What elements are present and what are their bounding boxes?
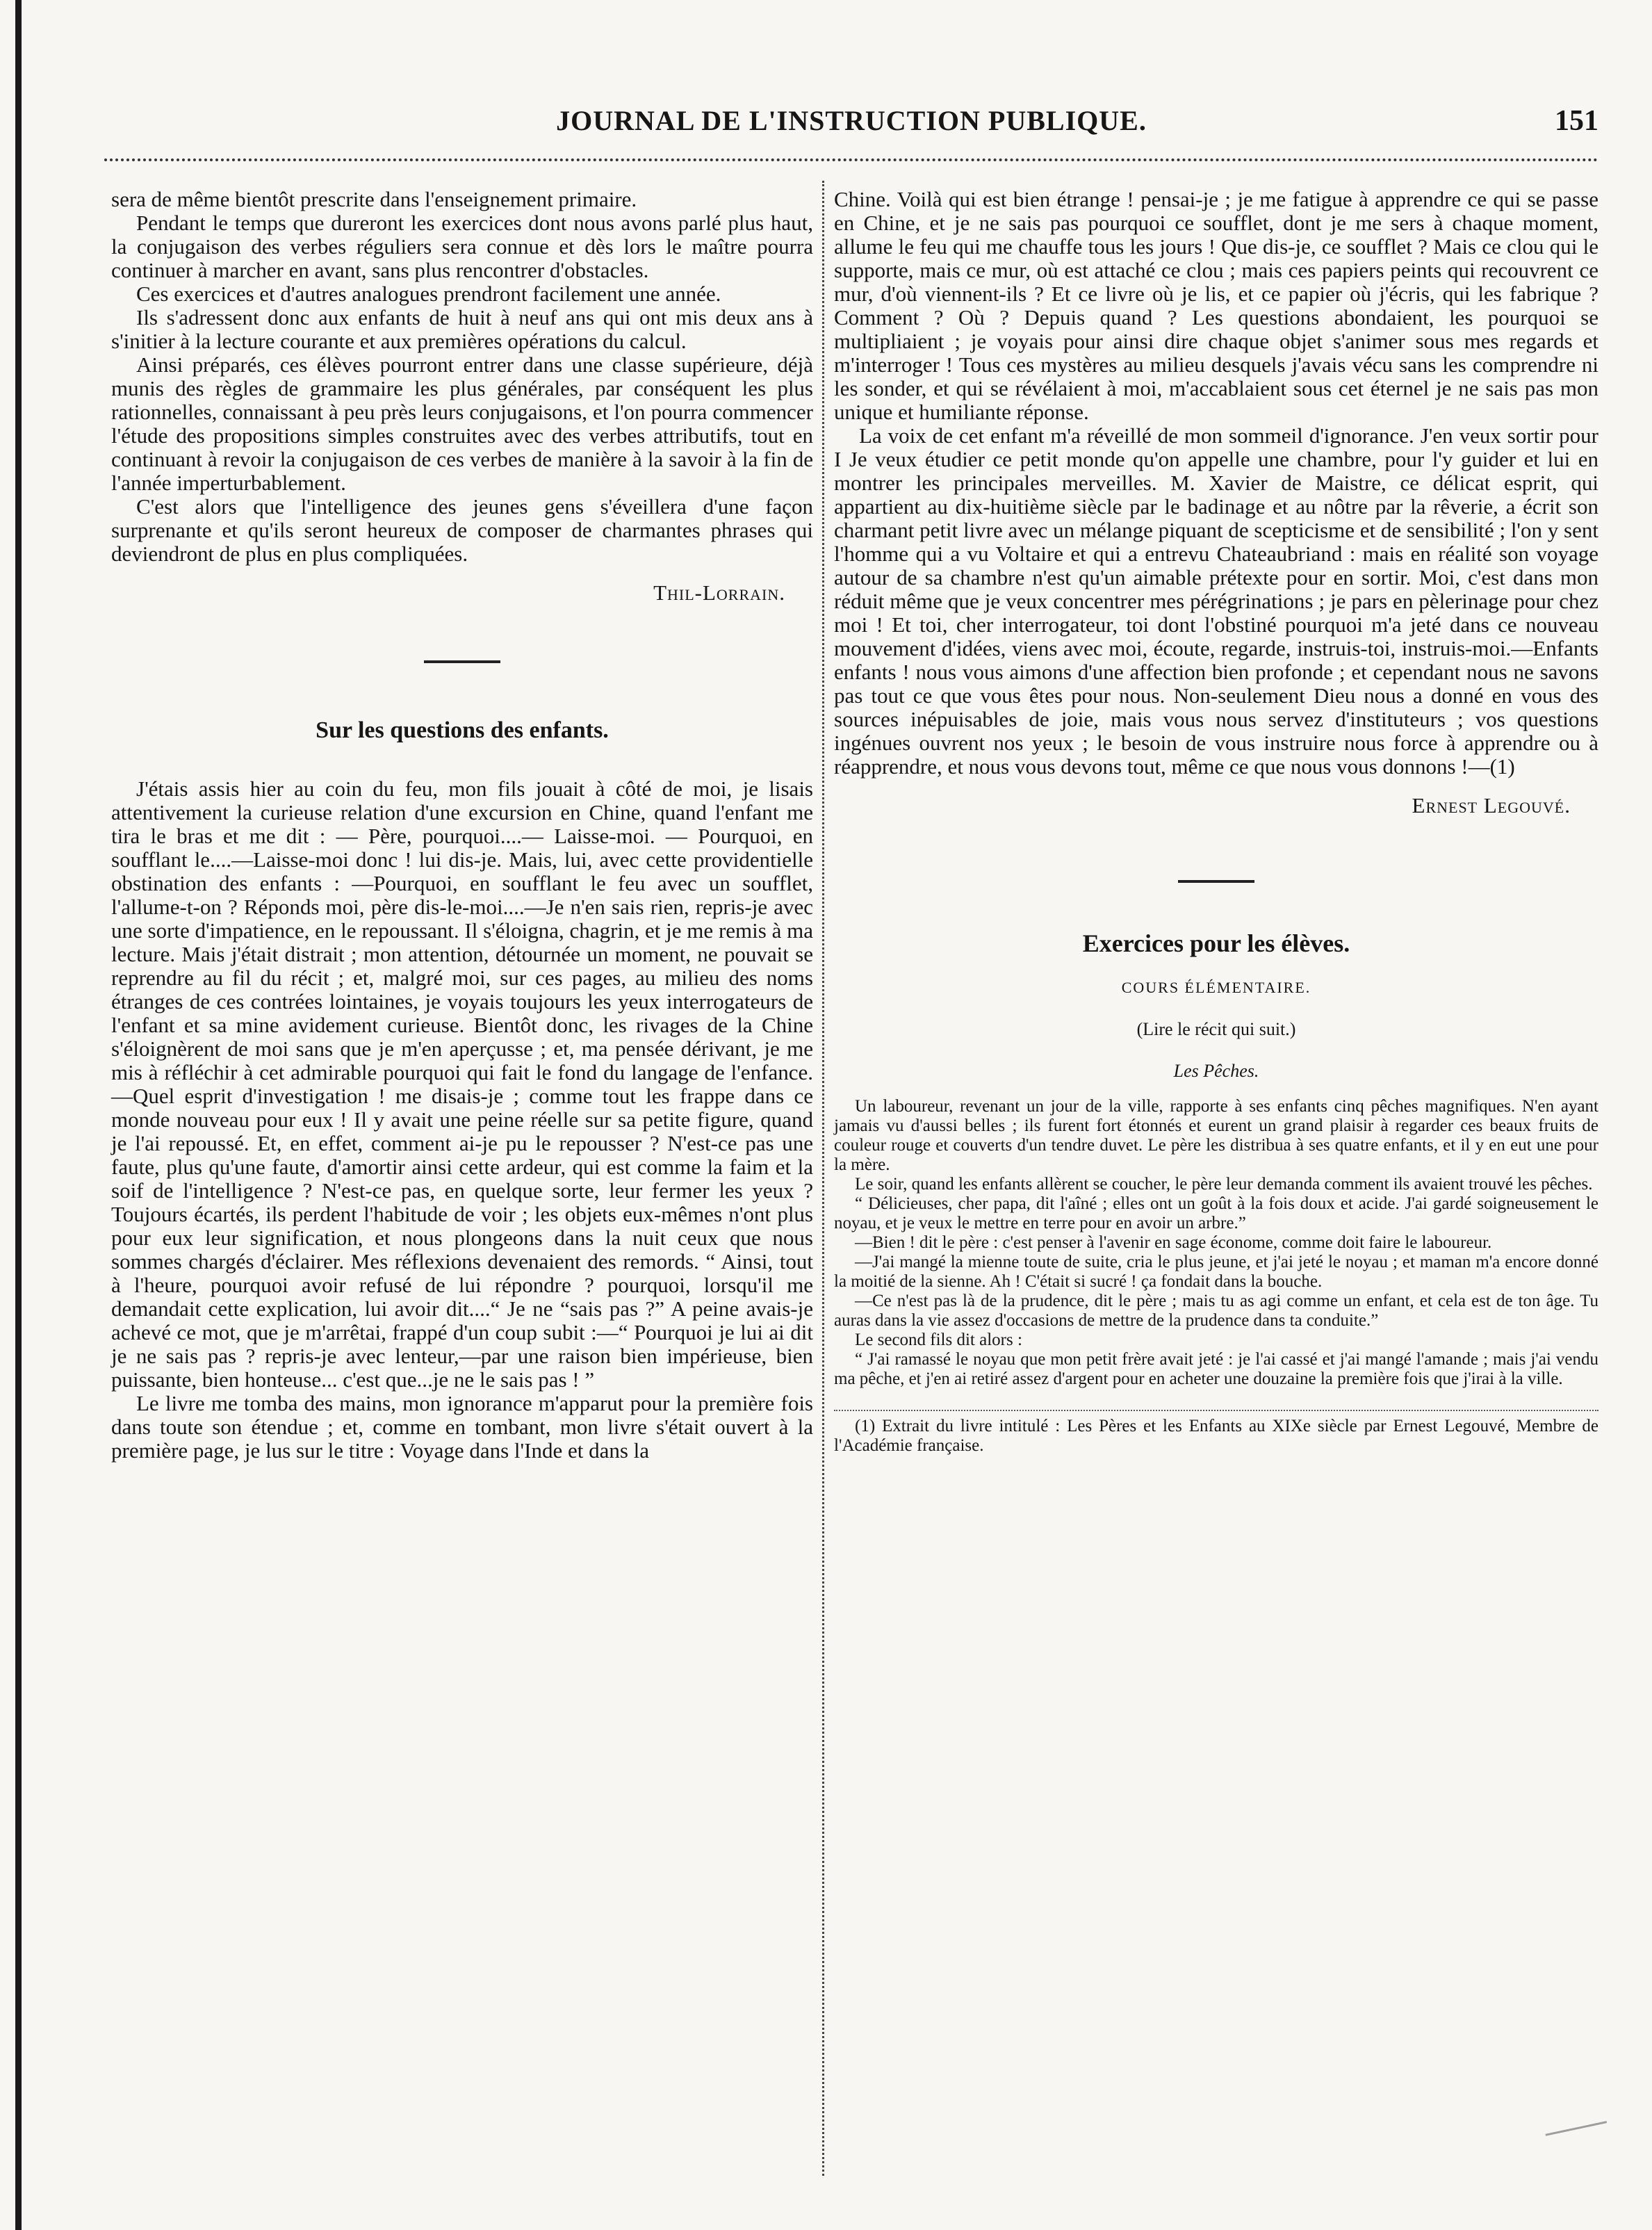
story-paragraph: —Bien ! dit le père : c'est penser à l'avenir en sage économe, comme doit faire le laboureur.	[855, 1233, 1492, 1252]
page-number: 151	[1555, 105, 1598, 137]
header-rule	[104, 158, 1598, 161]
story-body	[834, 1097, 1598, 1389]
story-paragraph: Le soir, quand les enfants allèrent se coucher, le père leur demanda comment ils avaient trouvé les pêches.	[855, 1175, 1593, 1194]
paragraph: La voix de cet enfant m'a réveillé de mon sommeil d'ignorance. J'en veux sortir pour I Je veux étudier ce petit monde qu'on appelle une chambre, pour l'y guider et lui en montrer les principales merveilles. M. Xavier de Maistre, ce délicat esprit, qui appartient au dix-huitième siècle par le badinage et au nôtre par la rêverie, a écrit son charmant petit livre avec un mélange piquant de scepticisme et de sensibilité ; l'on y sent l'homme qui a vu Voltaire et qui a entrevu Chateaubriand : mais en réalité son voyage autour de sa chambre n'est qu'un aimable prétexte pour en sortir. Moi, c'est dans mon réduit même que je veux concentrer mes pérégrinations ; je pars en pèlerinage pour chez moi ! Et toi, cher interrogateur, toi dont l'obstiné pourquoi m'a jeté dans ce nouveau mouvement d'idées, viens avec moi, écoute, regarde, instruis-toi, instruis-moi.—Enfants enfants ! nous vous aimons d'une affection bien profonde ; et cependant nous ne savons pas tout ce que vous êtes pour nous. Non-seulement Dieu nous a donné en vous des sources inépuisables de joie, mais vous nous servez d'instituteurs ; vos questions ingénues ouvrent nos yeux ; le besoin de vous instruire nous force à apprendre ou à réapprendre, et nous vous devons tout, même ce que nous vous donnons !—(1)	[834, 423, 1598, 779]
paragraph: Le livre me tomba des mains, mon ignorance m'apparut pour la première fois dans toute son étendue ; et, comme en tombant, mon livre s'était ouvert à la première page, je lus sur le titre : Voyage dans l'Inde et dans la	[111, 1391, 813, 1463]
footnote: (1) Extrait du livre intitulé : Les Pères et les Enfants au XIXe siècle par Ernest Legouvé, Membre de l'Académie française.	[834, 1410, 1598, 1456]
paragraph: Ils s'adressent donc aux enfants de huit à neuf ans qui ont mis deux ans à s'initier à la lecture courante et aux premières opérations du calcul.	[111, 305, 813, 353]
paragraph: Chine. Voilà qui est bien étrange ! pensai-je ; je me fatigue à apprendre ce qui se passe en Chine, et je ne sais pas pourquoi ce soufflet, dont je me sers à chaque moment, allume le feu qui me chauffe tous les jours ! Que dis-je, ce soufflet ? Mais ce clou qui le supporte, mais ce mur, où est attaché ce clou ; mais ces papiers peints qui recouvrent ce mur, d'où viennent-ils ? Et ce livre où je lis, et ce papier où j'écris, qui les fabrique ? Comment ? Où ? Depuis quand ? Les questions abondaient, les pourquoi se multipliaient ; je voyais pour ainsi dire chaque objet s'animer sous mes regards et m'interroger ! Tous ces mystères au milieu desquels j'avais vécu sans les comprendre ni les sonder, et qui se révélaient à moi, m'accablaient sous cet éternel je ne sais pas mon unique et humiliante réponse.	[834, 187, 1598, 424]
section-title: Sur les questions des enfants.	[316, 717, 609, 743]
journal-title: JOURNAL DE L'INSTRUCTION PUBLIQUE.	[556, 105, 1147, 136]
page-edge-bar	[15, 0, 22, 2230]
author-signature: Thil-Lorrain.	[653, 580, 785, 605]
paragraph: J'étais assis hier au coin du feu, mon fils jouait à côté de moi, je lisais attentivement la curieuse relation d'une excursion en Chine, quand l'enfant me tira le bras et me dit : — Père, pourquoi....— Laisse-moi. — Pourquoi, en soufflant le....—Laisse-moi donc ! lui dis-je. Mais, lui, avec cette providentielle obstination des enfants : —Pourquoi, en soufflant le feu avec un soufflet, l'allume-t-on ? Réponds moi, père dis-le-moi....—Je n'en sais rien, repris-je avec une sorte d'impatience, en le repoussant. Il s'éloigna, chagrin, et je me remis à ma lecture. Mais j'était distrait ; mon attention, détournée un moment, ne pouvait se reprendre au fil du récit ; et, malgré moi, sur ces pages, au milieu des noms étranges de ces contrées lointaines, je voyais toujours les yeux interrogateurs de l'enfant et sa mine avidement curieuse. Bientôt donc, les rivages de la Chine s'éloignèrent de moi sans que je m'en aperçusse ; et, ma pensée dérivant, je me mis à réfléchir à cet admirable pourquoi qui fait le fond du langage de l'enfance.—Quel esprit d'investigation ! me disais-je ; comme tout les frappe dans ce monde nouveau pour eux ! Il y avait une peine réelle sur sa petite figure, quand je l'ai repoussé. Et, en effet, comment ai-je pu le repousser ? N'est-ce pas une faute, plus qu'une faute, d'amortir ainsi cette ardeur, qui est comme la faim et la soif de l'intelligence ? N'est-ce pas, en quelque sorte, leur fermer les yeux ? Toujours écartés, ils perdent l'habitude de voir ; les objets eux-mêmes n'ont plus pour eux leur signification, et nous plongeons dans la nuit ceux que nous sommes chargés d'éclairer. Mes réflexions devenaient des remords. “ Ainsi, tout à l'heure, pourquoi avoir refusé de lui répondre ? pourquoi, lorsqu'il me demandait cette explication, lui avoir dit....“ Je ne “sais pas ?” A peine avais-je achevé ce mot, que je m'arrêtai, frappé d'un coup subit :—“ Pourquoi je lui ai dit je ne sais pas ? repris-je avec lenteur,—par une raison bien impérieuse, bien puissante, bien honteuse... c'est que...je ne le sais pas ! ”	[111, 776, 813, 1392]
section-title: Exercices pour les élèves.	[1082, 929, 1350, 957]
story-title: Les Pêches.	[1173, 1061, 1259, 1081]
section-separator	[1178, 880, 1254, 883]
paragraph: Pendant le temps que dureront les exercices dont nous avons parlé plus haut, la conjugaison des verbes réguliers sera connue et dès lors le maître pourra continuer à marcher en avant, sans plus rencontrer d'obstacles.	[111, 211, 813, 282]
left-column	[111, 188, 813, 2169]
story-paragraph: —Ce n'est pas là de la prudence, dit le père ; mais tu as agi comme un enfant, et cela est de ton âge. Tu auras dans la vie assez d'occasions de mettre de la prudence dans ta conduite.”	[834, 1292, 1598, 1330]
paragraph: sera de même bientôt prescrite dans l'enseignement primaire.	[111, 187, 637, 211]
course-level: COURS ÉLÉMENTAIRE.	[1121, 979, 1311, 996]
story-paragraph: “ J'ai ramassé le noyau que mon petit frère avait jeté : je l'ai cassé et j'ai mangé l'amande ; mais j'ai vendu ma pêche, et j'en ai retiré assez d'argent pour en acheter une douzaine la première fois que j'irai à la ville.	[834, 1350, 1598, 1388]
story-paragraph: Le second fils dit alors :	[855, 1330, 1022, 1349]
paragraph: C'est alors que l'intelligence des jeunes gens s'éveillera d'une façon surprenante et qu'ils seront heureux de composer de charmantes phrases qui deviendront de plus en plus compliquées.	[111, 494, 813, 566]
section-separator	[424, 660, 500, 663]
running-header	[104, 104, 1598, 153]
story-paragraph: Un laboureur, revenant un jour de la ville, rapporte à ses enfants cinq pêches magnifiques. N'en ayant jamais vu d'aussi belles ; ils furent fort étonnés et eurent un grand plaisir à regarder ces beaux fruits de couleur rouge et couverts d'un tendre duvet. Le père les distribua à ses quatre enfants, et il y en eut une pour la mère.	[834, 1097, 1598, 1174]
story-paragraph: “ Délicieuses, cher papa, dit l'aîné ; elles ont un goût à la fois doux et acide. J'ai gardé soigneusement le noyau, et je veux le mettre en terre pour en avoir un arbre.”	[834, 1194, 1598, 1232]
reading-instruction: (Lire le récit qui suit.)	[1136, 1019, 1296, 1039]
column-divider	[822, 181, 824, 2176]
author-signature: Ernest Legouvé.	[1412, 793, 1571, 817]
story-paragraph: —J'ai mangé la mienne toute de suite, cria le plus jeune, et j'ai jeté le noyau ; et maman m'a encore donné la moitié de la sienne. Ah ! C'était si sucré ! ça fondait dans la bouche.	[834, 1253, 1598, 1291]
paragraph: Ainsi préparés, ces élèves pourront entrer dans une classe supérieure, déjà munis des règles de grammaire les plus générales, par conséquent les plus rationnelles, connaissant à peu près leurs conjugaisons, et l'on pourra commencer l'étude des propositions simples construites avec des verbes attributifs, tout en continuant à revoir la conjugaison de ces verbes de manière à la savoir à la fin de l'année imperturbablement.	[111, 352, 813, 495]
paragraph: Ces exercices et d'autres analogues prendront facilement une année.	[136, 282, 721, 306]
right-column	[834, 188, 1598, 2169]
